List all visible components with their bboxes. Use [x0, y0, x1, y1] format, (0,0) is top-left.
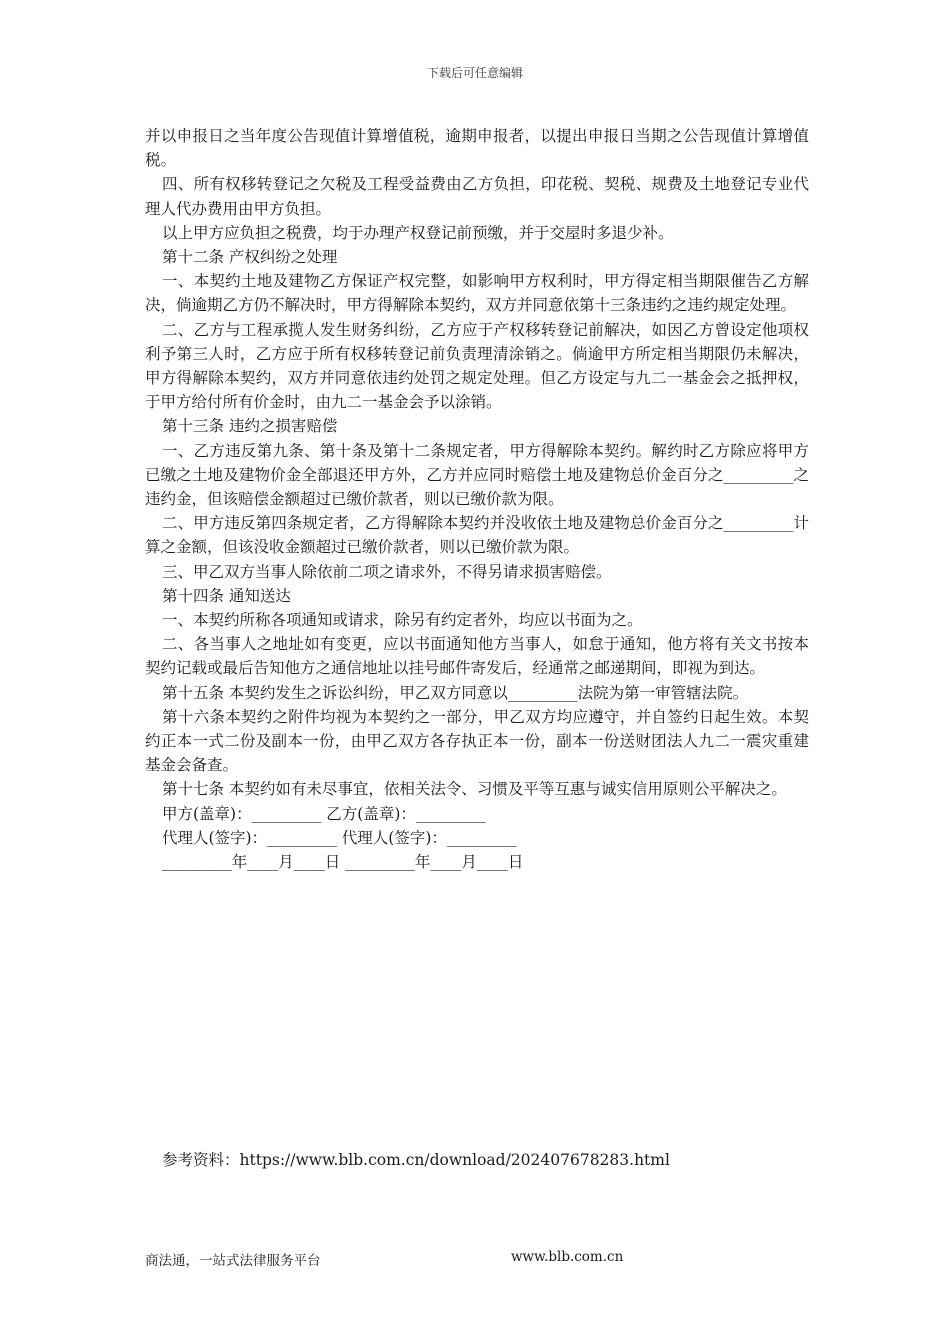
reference-link[interactable]: 参考资料：https://www.blb.com.cn/download/202407678283.html	[162, 1151, 670, 1169]
paragraph: 以上甲方应负担之税费，均于办理产权登记前预缴，并于交屋时多退少补。	[162, 223, 674, 242]
paragraph: 一、本契约所称各项通知或请求，除另有约定者外，均应以书面为之。	[162, 611, 643, 630]
section-heading: 第十三条 违约之损害赔偿	[162, 417, 338, 436]
paragraph: 第十六条本契约之附件均视为本契约之一部分，甲乙双方均应遵守，并自签约日起生效。本契约正本一式二份及副本一份，由甲乙双方各存执正本一份，副本一份送财团法人九二一震灾重建基金会备查。	[145, 707, 809, 775]
section-heading: 第十四条 通知送达	[162, 586, 291, 605]
signature-parties: 甲方(盖章)：_________ 乙方(盖章)：_________	[162, 804, 486, 823]
paragraph: 四、所有权移转登记之欠税及工程受益费由乙方负担，印花税、契税、规费及土地登记专业代理人代办费用由甲方负担。	[145, 175, 809, 218]
paragraph: 三、甲乙双方当事人除依前二项之请求外，不得另请求损害赔偿。	[162, 562, 612, 581]
paragraph: 二、甲方违反第四条规定者，乙方得解除本契约并没收依土地及建物总价金百分之_________计算之金额，但该没收金额超过已缴价款者，则以已缴价款为限。	[145, 514, 809, 557]
signature-dates: _________年____月____日 _________年____月____日	[162, 853, 524, 872]
contract-body	[145, 124, 809, 874]
paragraph: 二、乙方与工程承揽人发生财务纠纷，乙方应于产权移转登记前解决，如因乙方曾设定他项权利予第三人时，乙方应于所有权移转登记前负责理清涂销之。倘逾甲方所定相当期限仍未解决，甲方得解除本契约，双方并同意依违约处罚之规定处理。但乙方设定与九二一基金会之抵押权，于甲方给付所有价金时，由九二一基金会予以涂销。	[145, 320, 809, 412]
page-header: 下载后可任意编辑	[426, 66, 523, 80]
footer-url[interactable]: www.blb.com.cn	[511, 1249, 624, 1265]
paragraph: 第十五条 本契约发生之诉讼纠纷，甲乙双方同意以_________法院为第一审管辖法院。	[162, 683, 749, 702]
paragraph: 一、乙方违反第九条、第十条及第十二条规定者，甲方得解除本契约。解约时乙方除应将甲方已缴之土地及建物价金全部退还甲方外，乙方并应同时赔偿土地及建物总价金百分之_________之违约金，但该赔偿金额超过已缴价款者，则以已缴价款为限。	[145, 441, 809, 509]
paragraph: 二、各当事人之地址如有变更，应以书面通知他方当事人，如怠于通知，他方将有关文书按本契约记载或最后告知他方之通信地址以挂号邮件寄发后，经通常之邮递期间，即视为到达。	[145, 635, 809, 678]
section-heading: 第十二条 产权纠纷之处理	[162, 248, 338, 267]
paragraph: 一、本契约土地及建物乙方保证产权完整，如影响甲方权利时，甲方得定相当期限催告乙方解决，倘逾期乙方仍不解决时，甲方得解除本契约，双方并同意依第十三条违约之违约规定处理。	[145, 272, 809, 315]
footer-brand: 商法通，一站式法律服务平台	[145, 1253, 321, 1269]
signature-agents: 代理人(签字)：_________ 代理人(签字)：_________	[162, 828, 517, 847]
paragraph: 第十七条 本契约如有未尽事宜，依相关法令、习惯及平等互惠与诚实信用原则公平解决之。	[162, 780, 787, 799]
paragraph: 并以申报日之当年度公告现值计算增值税，逾期申报者，以提出申报日当期之公告现值计算增值税。	[145, 127, 809, 170]
